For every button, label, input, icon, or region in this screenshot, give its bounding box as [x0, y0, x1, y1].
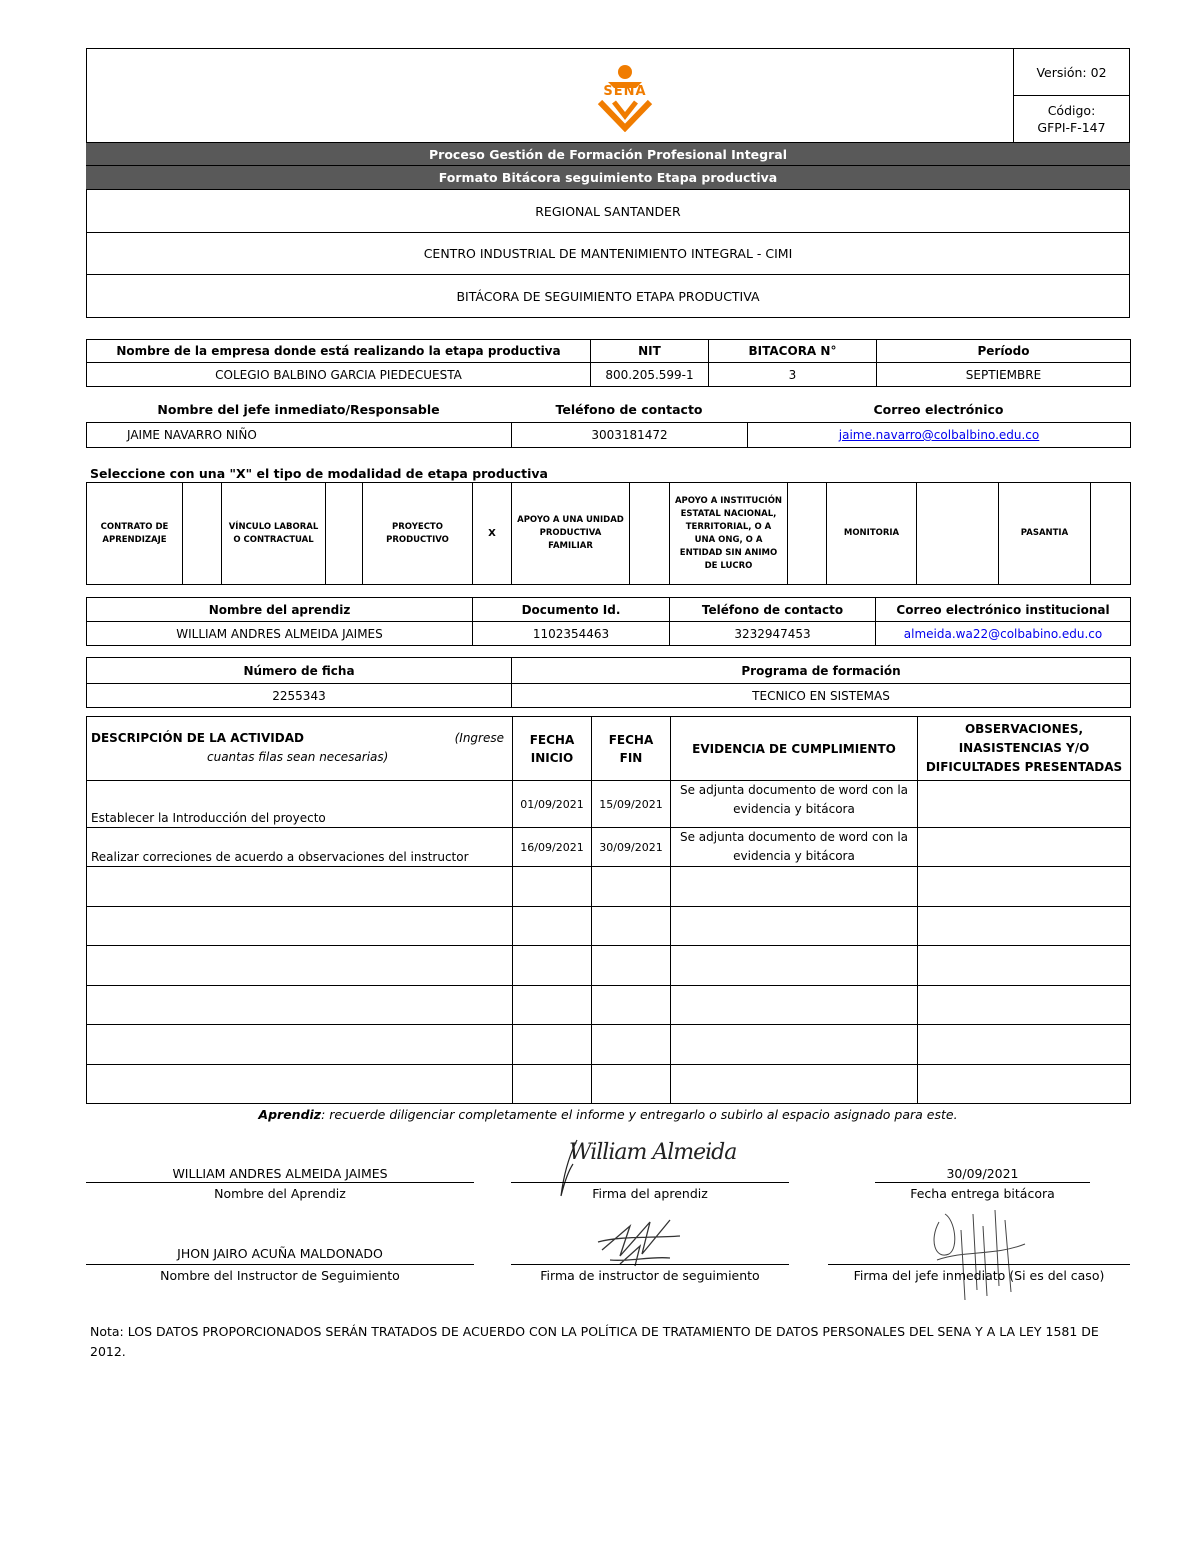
- modality-option-label: CONTRATO DE APRENDIZAJE: [87, 483, 183, 585]
- modality-checkbox[interactable]: [788, 483, 827, 585]
- obs-header: OBSERVACIONES, INASISTENCIAS Y/O DIFICULTADES PRESENTADAS: [918, 717, 1131, 781]
- modality-checkbox[interactable]: [326, 483, 363, 585]
- modality-option-label: PASANTIA: [999, 483, 1091, 585]
- activity-desc: Establecer la Introducción del proyecto: [87, 781, 513, 828]
- table-row: [87, 1025, 1131, 1065]
- company-name-value: COLEGIO BALBINO GARCIA PIEDECUESTA: [87, 363, 591, 387]
- company-table: [86, 339, 1131, 387]
- reminder: [86, 1107, 1130, 1122]
- bitacora-label: BITACORA N°: [709, 340, 877, 363]
- modality-checkbox[interactable]: [630, 483, 670, 585]
- start-header: FECHA INICIO: [513, 717, 592, 781]
- modality-option-label: APOYO A INSTITUCIÓN ESTATAL NACIONAL, TERRITORIAL, O A UNA ONG, O A ENTIDAD SIN ANIMO DE LUCRO: [670, 483, 788, 585]
- code-label: Código:: [1047, 103, 1096, 118]
- modality-option-label: MONITORIA: [827, 483, 917, 585]
- period-label: Período: [877, 340, 1131, 363]
- activity-end: 15/09/2021: [592, 781, 671, 828]
- modality-table: [86, 482, 1131, 585]
- activity-obs: [918, 781, 1131, 828]
- activity-end: 30/09/2021: [592, 828, 671, 867]
- reminder-text: : recuerde diligenciar completamente el informe y entregarlo o subirlo al espacio asignado para este.: [321, 1107, 958, 1122]
- table-row: [87, 907, 1131, 946]
- boss-email-label: Correo electrónico: [873, 402, 1004, 417]
- apprentice-phone-value: 3232947453: [670, 622, 876, 646]
- modality-checkbox[interactable]: X: [473, 483, 512, 585]
- boss-phone-label: Teléfono de contacto: [555, 402, 703, 417]
- activity-evidence: Se adjunta documento de word con la evidencia y bitácora: [671, 828, 918, 867]
- version: Versión: 02: [1036, 65, 1107, 80]
- activity-desc: Realizar correciones de acuerdo a observaciones del instructor: [87, 828, 513, 867]
- boss-name-label: Nombre del jefe inmediato/Responsable: [157, 402, 440, 417]
- reminder-bold: Aprendiz: [258, 1107, 322, 1122]
- activity-start: 01/09/2021: [513, 781, 592, 828]
- delivery-caption: Fecha entrega bitácora: [910, 1186, 1055, 1201]
- table-row: [87, 781, 1131, 828]
- ficha-label: Número de ficha: [87, 658, 512, 684]
- program-label: Programa de formación: [512, 658, 1131, 684]
- activity-evidence: Se adjunta documento de word con la evidencia y bitácora: [671, 781, 918, 828]
- doc-title: BITÁCORA DE SEGUIMIENTO ETAPA PRODUCTIVA: [456, 289, 760, 304]
- table-row: [87, 986, 1131, 1025]
- modality-option-label: VÍNCULO LABORAL O CONTRACTUAL: [222, 483, 326, 585]
- nit-label: NIT: [591, 340, 709, 363]
- apprentice-doc-label: Documento Id.: [473, 598, 670, 622]
- table-row: [87, 828, 1131, 867]
- apprentice-email-link[interactable]: almeida.wa22@colbabino.edu.co: [876, 622, 1131, 646]
- apprentice-email-label: Correo electrónico institucional: [876, 598, 1131, 622]
- modality-prompt: Seleccione con una "X" el tipo de modalidad de etapa productiva: [90, 466, 548, 481]
- modality-option-label: APOYO A UNA UNIDAD PRODUCTIVA FAMILIAR: [512, 483, 630, 585]
- apprentice-sign-caption: Firma del aprendiz: [592, 1186, 708, 1201]
- apprentice-table: [86, 597, 1131, 646]
- boss-signature-icon: [925, 1200, 1035, 1310]
- desc-hint-b: cuantas filas sean necesarias): [207, 749, 389, 764]
- boss-name-value: JAIME NAVARRO NIÑO: [87, 423, 512, 448]
- apprentice-name-sign: WILLIAM ANDRES ALMEIDA JAIMES: [172, 1166, 388, 1181]
- table-row: [87, 1065, 1131, 1104]
- logo-text: SENA: [603, 84, 647, 99]
- boss-phone-value: 3003181472: [512, 423, 748, 448]
- activity-obs: [918, 828, 1131, 867]
- apprentice-signature-text: William Almeida: [569, 1140, 737, 1165]
- code-value: GFPI-F-147: [1037, 120, 1106, 135]
- table-row: [87, 867, 1131, 907]
- process-title: Proceso Gestión de Formación Profesional Integral: [86, 142, 1130, 166]
- sena-logo: [590, 62, 660, 132]
- instructor-name-caption: Nombre del Instructor de Seguimiento: [160, 1268, 400, 1283]
- desc-header: DESCRIPCIÓN DE LA ACTIVIDAD: [91, 730, 304, 745]
- bitacora-value: 3: [709, 363, 877, 387]
- apprentice-phone-label: Teléfono de contacto: [670, 598, 876, 622]
- program-value: TECNICO EN SISTEMAS: [512, 684, 1131, 708]
- delivery-date: 30/09/2021: [946, 1166, 1019, 1181]
- desc-hint-a: (Ingrese: [454, 730, 504, 745]
- apprentice-name-label: Nombre del aprendiz: [87, 598, 473, 622]
- period-value: SEPTIEMBRE: [877, 363, 1131, 387]
- desc-header-cell: [87, 717, 513, 781]
- end-header: FECHA FIN: [592, 717, 671, 781]
- apprentice-name-value: WILLIAM ANDRES ALMEIDA JAIMES: [87, 622, 473, 646]
- center: CENTRO INDUSTRIAL DE MANTENIMIENTO INTEGRAL - CIMI: [86, 233, 1130, 275]
- ficha-value: 2255343: [87, 684, 512, 708]
- apprentice-doc-value: 1102354463: [473, 622, 670, 646]
- table-row: [87, 946, 1131, 986]
- instructor-signature-icon: [590, 1216, 690, 1271]
- evidence-header: EVIDENCIA DE CUMPLIMIENTO: [671, 717, 918, 781]
- boss-email-link[interactable]: jaime.navarro@colbalbino.edu.co: [748, 423, 1131, 448]
- format-title: Formato Bitácora seguimiento Etapa productiva: [86, 166, 1130, 190]
- privacy-note: Nota: LOS DATOS PROPORCIONADOS SERÁN TRATADOS DE ACUERDO CON LA POLÍTICA DE TRATAMIENTO DE DATOS PERSONALES DEL SENA Y A LA LEY 1581 DE 2012.: [90, 1324, 1099, 1359]
- program-table: [86, 657, 1131, 708]
- boss-table: [86, 422, 1131, 448]
- regional: REGIONAL SANTANDER: [86, 190, 1130, 233]
- instructor-sign-caption: Firma de instructor de seguimiento: [540, 1268, 760, 1283]
- boss-sign-caption: Firma del jefe inmediato (Si es del caso): [853, 1268, 1105, 1283]
- activity-start: 16/09/2021: [513, 828, 592, 867]
- instructor-name: JHON JAIRO ACUÑA MALDONADO: [177, 1246, 383, 1261]
- modality-checkbox[interactable]: [917, 483, 999, 585]
- modality-checkbox[interactable]: [183, 483, 222, 585]
- company-name-label: Nombre de la empresa donde está realizando la etapa productiva: [87, 340, 591, 363]
- modality-option-label: PROYECTO PRODUCTIVO: [363, 483, 473, 585]
- activities-table: [86, 716, 1131, 1104]
- nit-value: 800.205.599-1: [591, 363, 709, 387]
- apprentice-name-caption: Nombre del Aprendiz: [214, 1186, 346, 1201]
- modality-checkbox[interactable]: [1091, 483, 1131, 585]
